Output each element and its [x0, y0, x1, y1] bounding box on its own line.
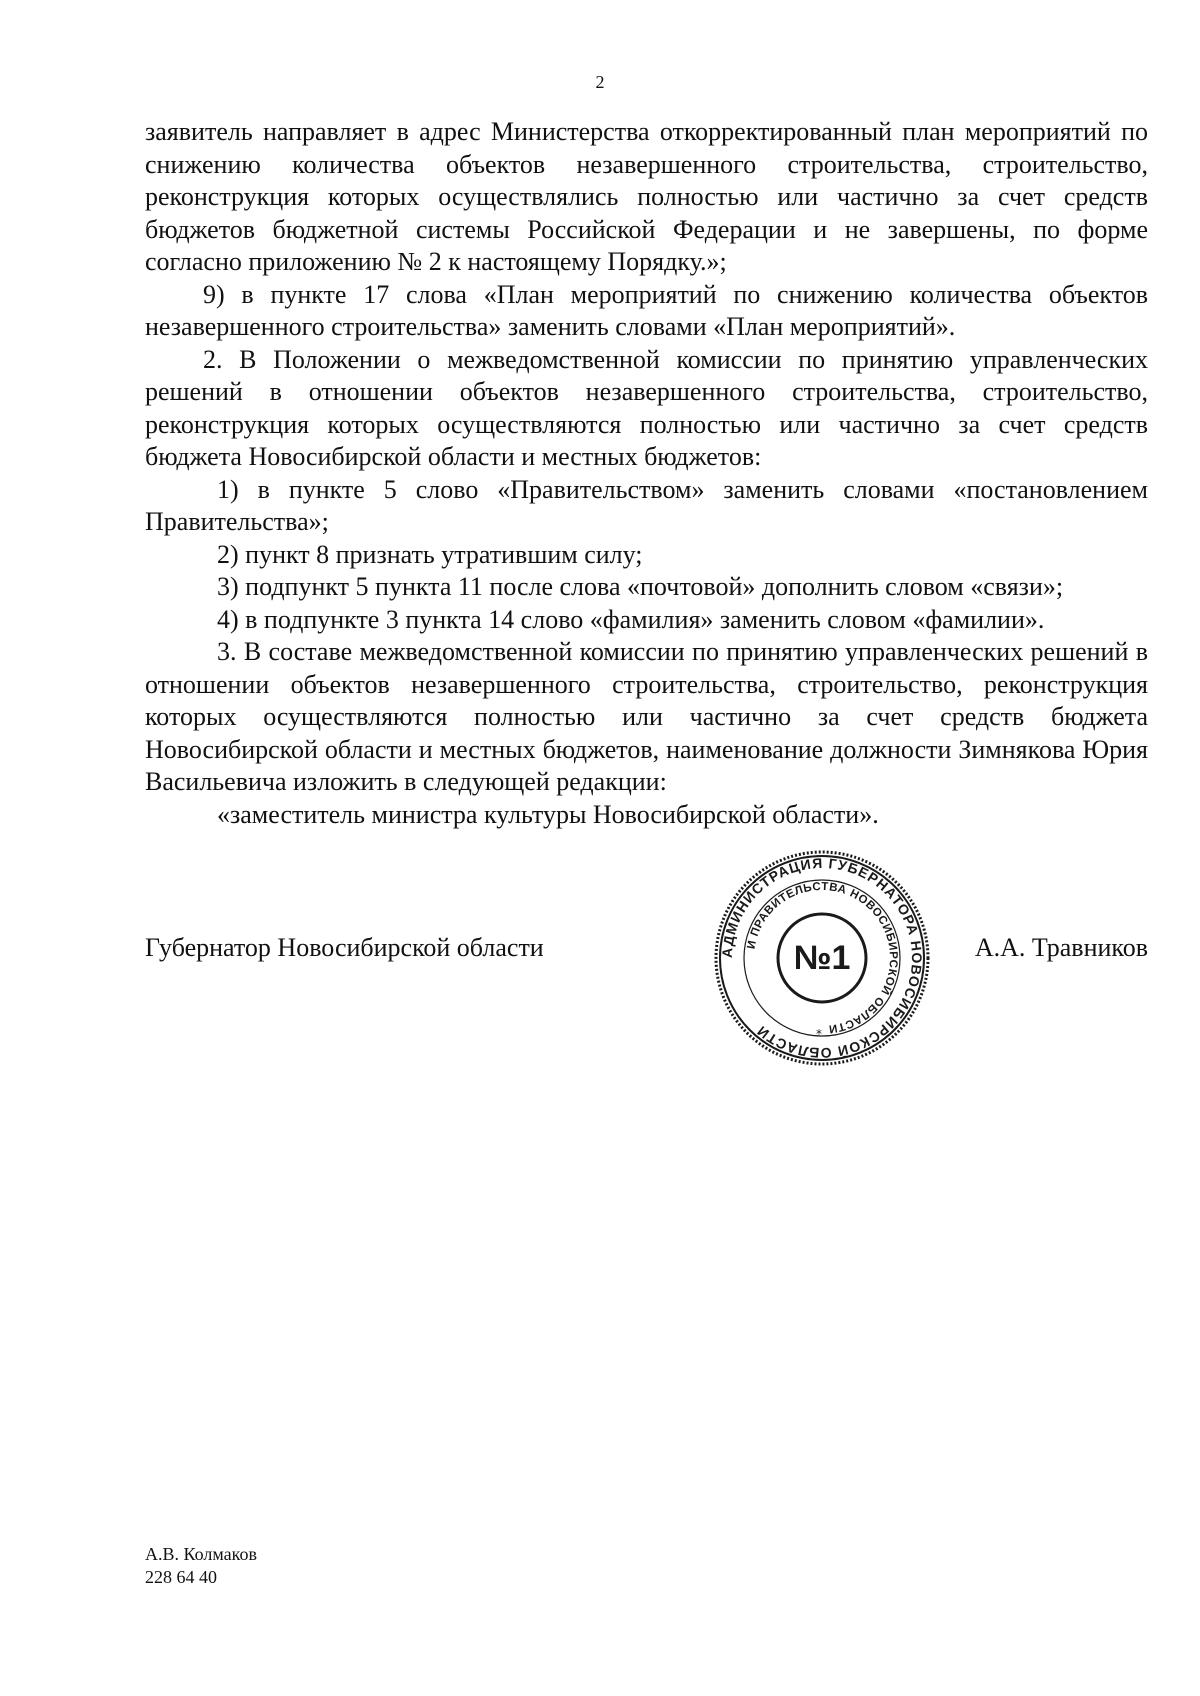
signatory-name: А.А. Травников — [974, 933, 1148, 962]
official-seal — [712, 848, 932, 1068]
paragraph-continuation: заявитель направляет в адрес Министерства откорректированный план мероприятий по снижению количества объектов незавершенного строительства, строительство, реконструкция которых осуществлялись полностью или частично за счет средств бюджетов бюджетной системы Российской Федерации и не завершены, по форме согласно приложению № 2 к настоящему Порядку.»; — [145, 117, 1148, 276]
paragraph-section-3: 3. В составе межведомственной комиссии по принятию управленческих решений в отношении объектов незавершенного строительства, строительство, реконструкция которых осуществляются полностью или частично за счет средств бюджета Новосибирской области и местных бюджетов, наименование должности Зимнякова Юрия Васильевича изложить в следующей редакции: — [145, 637, 1148, 796]
signatory-position: Губернатор Новосибирской области — [145, 933, 544, 962]
svg-text:И ПРАВИТЕЛЬСТВА НОВОСИБИРСКОЙ: И ПРАВИТЕЛЬСТВА НОВОСИБИРСКОЙ ОБЛАСТИ — [745, 880, 900, 1035]
executor-info — [145, 1543, 257, 1589]
paragraph-item-9: 9) в пункте 17 слова «План мероприятий по снижению количества объектов незавершенного строительства» заменить словами «План мероприятий». — [145, 279, 1148, 341]
page-number: 2 — [595, 72, 605, 92]
paragraph-new-wording: «заместитель министра культуры Новосибирской области». — [217, 799, 879, 829]
executor-phone: 228 64 40 — [145, 1567, 217, 1587]
paragraph-item-3: 3) подпункт 5 пункта 11 после слова «почтовой» дополнить словом «связи»; — [217, 572, 1064, 601]
svg-text:АДМИНИСТРАЦИЯ ГУБЕРНАТОРА НОВО: АДМИНИСТРАЦИЯ ГУБЕРНАТОРА НОВОСИБИРСКОЙ ОБЛАСТИ — [718, 854, 926, 1062]
seal-number: №1 — [793, 939, 851, 977]
executor-name: А.В. Колмаков — [145, 1544, 257, 1564]
paragraph-section-2: 2. В Положении о межведомственной комиссии по принятию управленческих решений в отношении объектов незавершенного строительства, строительство, реконструкция которых осуществляются полностью или частично за счет средств бюджета Новосибирской области и местных бюджетов: — [145, 344, 1148, 471]
signature-block — [145, 932, 1148, 972]
paragraph-item-4: 4) в подпункте 3 пункта 14 слово «фамилия» заменить словом «фамилии». — [217, 604, 1045, 634]
paragraph-item-1: 1) в пункте 5 слово «Правительством» заменить словами «постановлением Правительства»; — [145, 474, 1148, 536]
paragraph-item-2: 2) пункт 8 признать утратившим силу; — [217, 539, 643, 569]
document-body — [145, 116, 1148, 831]
svg-text:*: * — [816, 1027, 822, 1041]
